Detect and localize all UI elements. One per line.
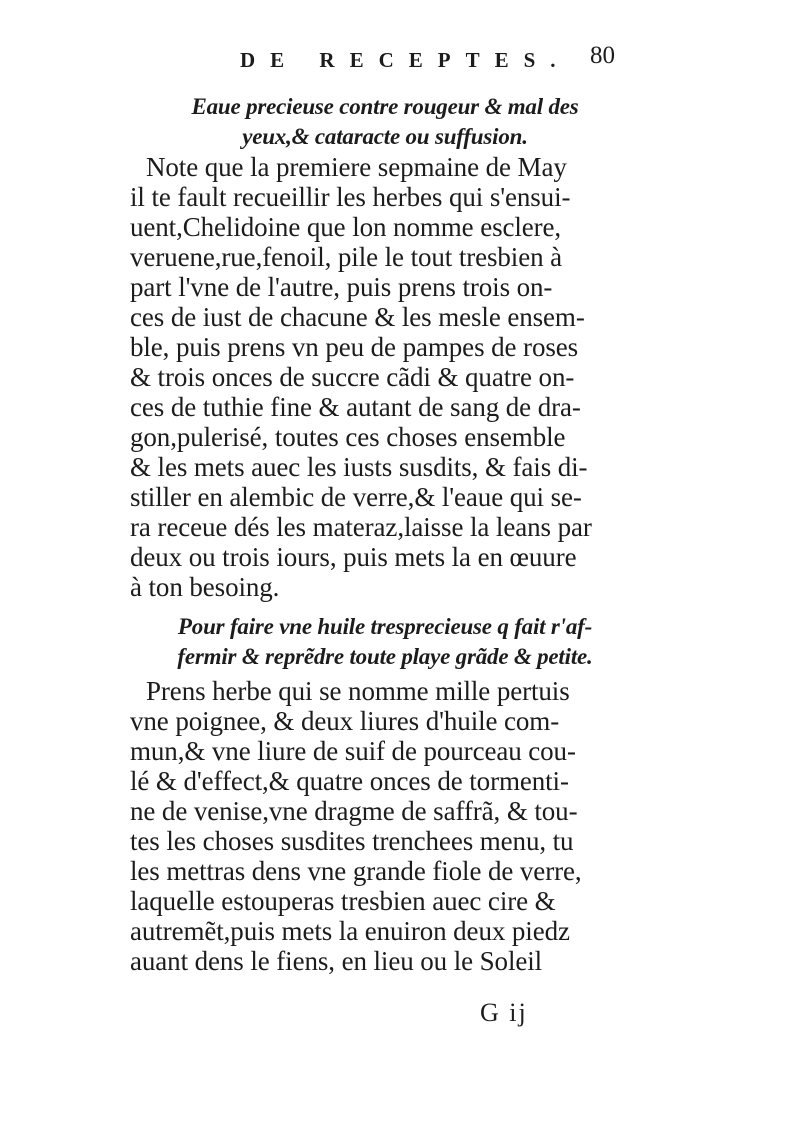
text-line: stiller en alembic de verre,& l'eaue qui se- (130, 482, 582, 512)
text-line: Prens herbe qui se nomme mille pertuis (146, 676, 570, 706)
text-line: ces de iust de chacune & les mesle ensem- (130, 302, 585, 332)
recipe-heading-line: Eaue precieuse contre rougeur & mal des (191, 94, 579, 119)
text-line: gon,pulerisé, toutes ces choses ensemble (130, 422, 566, 452)
text-line: laquelle estouperas tresbien auec cire & (130, 886, 556, 916)
text-line: Note que la premiere sepmaine de May (146, 152, 567, 182)
signature-mark: G ij (480, 998, 528, 1027)
text-line: autremẽt,puis mets la enuiron deux piedz (130, 916, 570, 946)
text-line: mun,& vne liure de suif de pourceau cou- (130, 736, 576, 766)
text-line: veruene,rue,fenoil, pile le tout tresbien à (130, 242, 563, 272)
text-line: les mettras dens vne grande fiole de verre, (130, 856, 582, 886)
text-line: tes les choses susdites trenchees menu, tu (130, 826, 574, 856)
recipe-heading-line: Pour faire vne huile tresprecieuse q fait r'af- (177, 614, 593, 639)
text-line: auant dens le fiens, en lieu ou le Soleil (130, 946, 543, 976)
text-line: uent,Chelidoine que lon nomme esclere, (130, 212, 562, 242)
text-line: ces de tuthie fine & autant de sang de dra- (130, 392, 581, 422)
text-line: ne de venise,vne dragme de saffrã, & tou- (130, 796, 578, 826)
text-line: & les mets auec les iusts susdits, & fais di- (130, 452, 588, 482)
text-line: ra receue dés les materaz,laisse la leans par (130, 512, 592, 542)
text-line: lé & d'effect,& quatre onces de tormenti- (130, 766, 569, 796)
text-line: à ton besoing. (130, 572, 280, 602)
text-line: part l'vne de l'autre, puis prens trois on- (130, 272, 553, 302)
text-line: vne poignee, & deux liures d'huile com- (130, 706, 560, 736)
recipe-heading-line: fermir & reprẽdre toute playe grãde & petite. (177, 644, 593, 669)
text-line: & trois onces de succre cãdi & quatre on- (130, 362, 575, 392)
page-number: 80 (590, 42, 615, 69)
recipe-heading-line: yeux,& cataracte ou suffusion. (242, 124, 528, 149)
running-title: DE RECEPTES. (240, 48, 571, 72)
text-line: deux ou trois iours, puis mets la en œuure (130, 542, 577, 572)
text-line: il te fault recueillir les herbes qui s'ensui- (130, 182, 571, 212)
text-line: ble, puis prens vn peu de pampes de roses (130, 332, 579, 362)
